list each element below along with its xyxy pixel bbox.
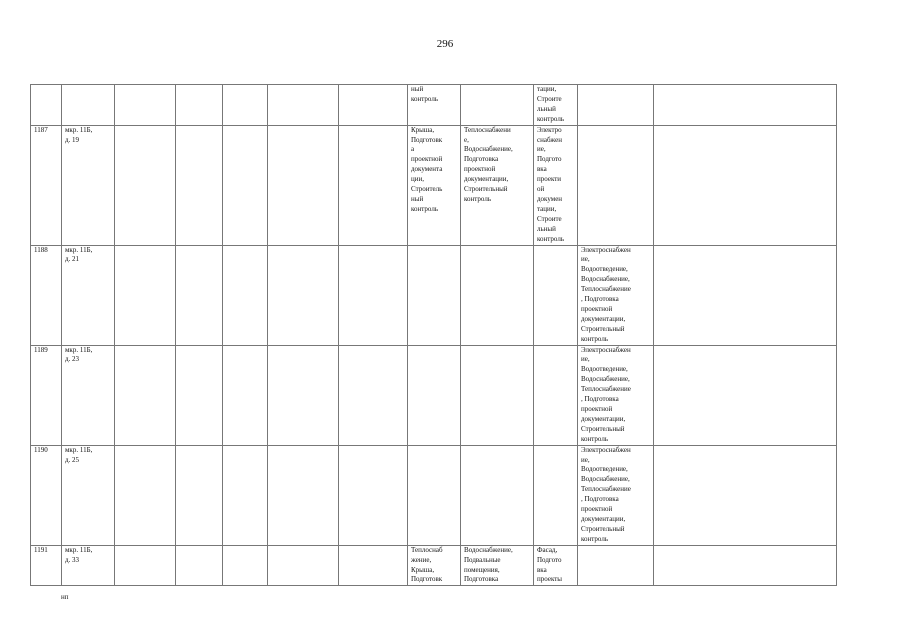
address-cell: мкр. 11Б, д. 21 — [62, 245, 115, 345]
row-number-cell: 1189 — [31, 345, 62, 445]
address-cell: мкр. 11Б, д. 25 — [62, 445, 115, 545]
row-number-cell: 1190 — [31, 445, 62, 545]
works-cell: Электроснабжен ие, Водоотведение, Водоснабжение, Теплоснабжение , Подготовка проектной документации, Строительный контроль — [578, 345, 654, 445]
row-number-cell — [31, 85, 62, 126]
works-cell — [578, 545, 654, 586]
works-cell — [578, 125, 654, 245]
works-cell — [408, 445, 461, 545]
address-cell: мкр. 11Б, д. 19 — [62, 125, 115, 245]
row-number-cell: 1191 — [31, 545, 62, 586]
works-cell: Водоснабжение, Подвальные помещения, Подготовка — [461, 545, 534, 586]
table-row — [31, 545, 837, 586]
table-row — [31, 125, 837, 245]
works-cell: Крыша, Подготовк а проектной документа ции, Строитель ный контроль — [408, 125, 461, 245]
works-cell — [534, 445, 578, 545]
address-cell: мкр. 11Б, д. 23 — [62, 345, 115, 445]
work-schedule-table — [30, 84, 837, 586]
works-cell: Фасад, Подгото вка проекты — [534, 545, 578, 586]
works-cell — [461, 345, 534, 445]
table-row — [31, 85, 837, 126]
works-cell: ный контроль — [408, 85, 461, 126]
works-cell — [461, 445, 534, 545]
works-cell: Теплоснаб жение, Крыша, Подготовк — [408, 545, 461, 586]
table-row — [31, 445, 837, 545]
works-cell: Теплоснабжени е, Водоснабжение, Подготовка проектной документации, Строительный контроль — [461, 125, 534, 245]
works-cell: тации, Строите льный контроль — [534, 85, 578, 126]
table-row — [31, 345, 837, 445]
works-cell — [408, 345, 461, 445]
table-row — [31, 245, 837, 345]
address-cell: мкр. 11Б, д. 33 — [62, 545, 115, 586]
works-cell — [534, 245, 578, 345]
works-cell — [408, 245, 461, 345]
row-number-cell: 1187 — [31, 125, 62, 245]
works-cell — [578, 85, 654, 126]
works-cell — [461, 245, 534, 345]
row-number-cell: 1188 — [31, 245, 62, 345]
works-cell: Электроснабжен ие, Водоотведение, Водоснабжение, Теплоснабжение , Подготовка проектной документации, Строительный контроль — [578, 245, 654, 345]
works-cell: Электро снабжен ие, Подгото вка проекти ой докумен тации, Строите льный контроль — [534, 125, 578, 245]
works-cell: Электроснабжен ие, Водоотведение, Водоснабжение, Теплоснабжение , Подготовка проектной документации, Строительный контроль — [578, 445, 654, 545]
address-cell — [62, 85, 115, 126]
page-number: 296 — [436, 38, 454, 50]
footer-mark: нп — [61, 593, 69, 601]
works-cell — [534, 345, 578, 445]
works-cell — [461, 85, 534, 126]
